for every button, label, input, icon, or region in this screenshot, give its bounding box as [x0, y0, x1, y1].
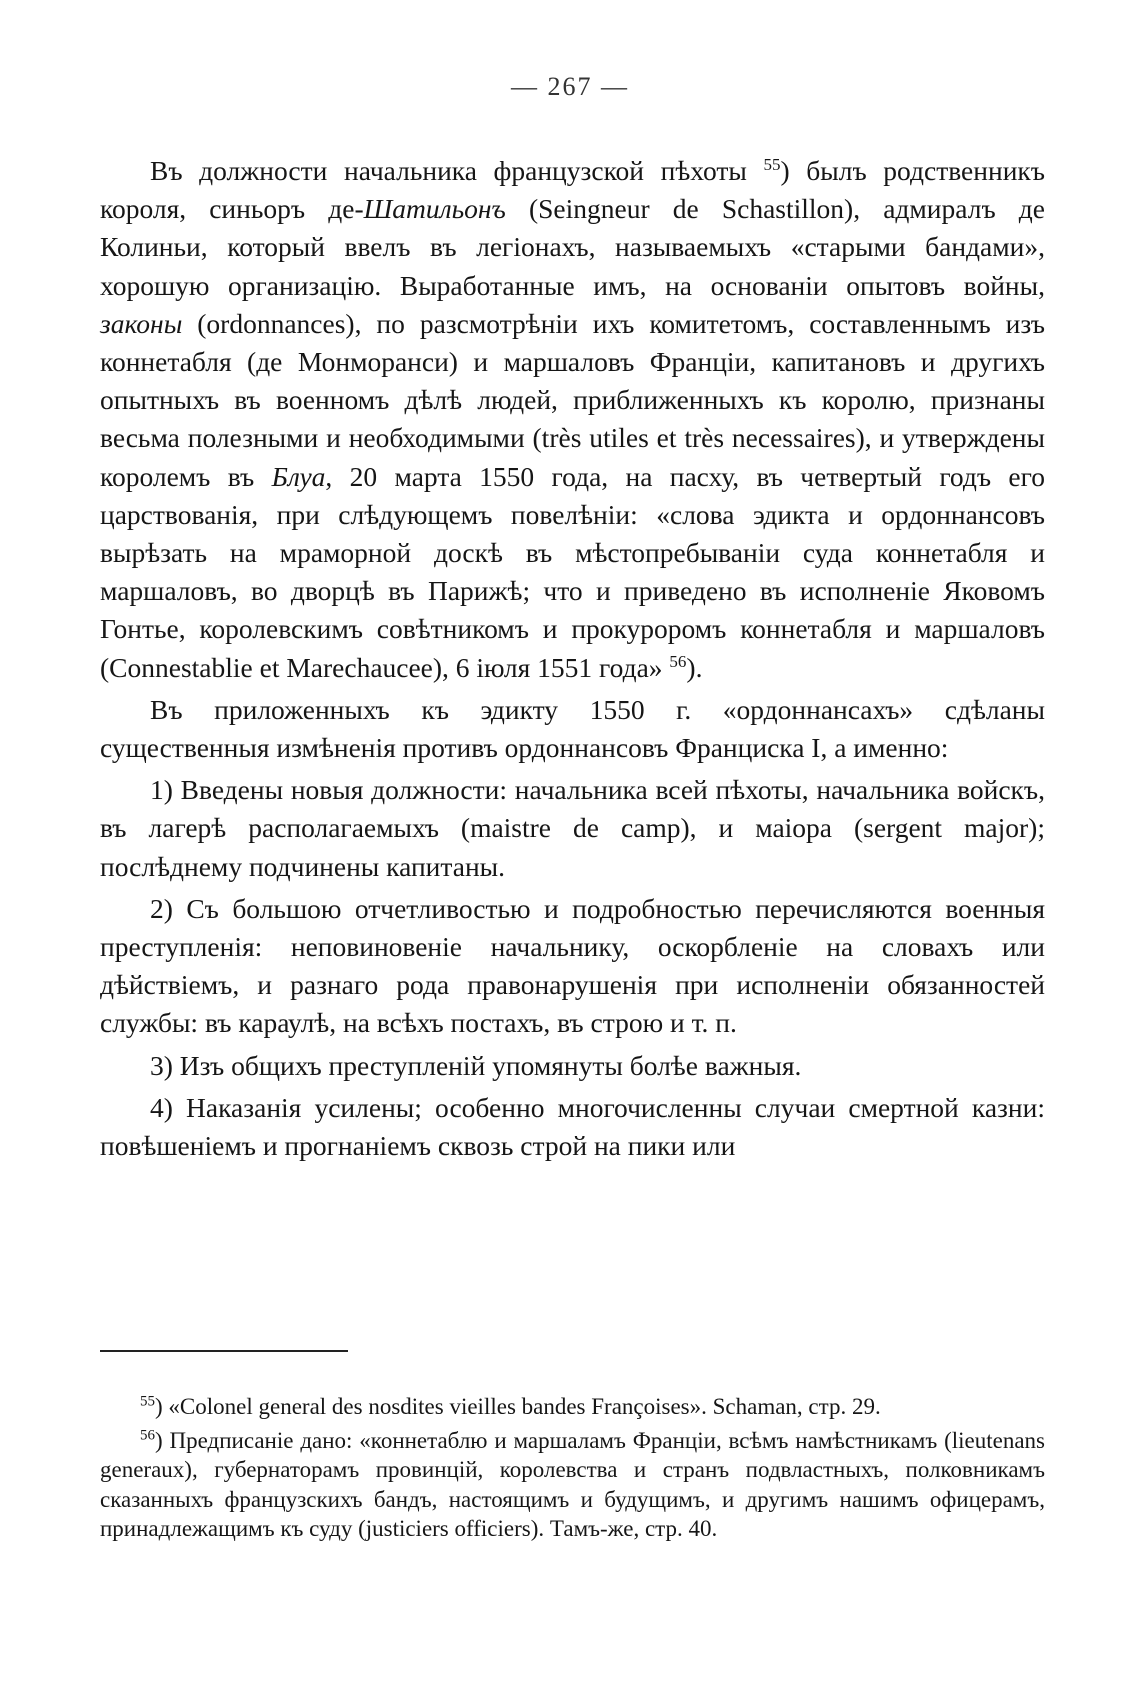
footnote-ref-55[interactable]: 55	[763, 154, 781, 174]
italic-name: Шатильонъ	[363, 193, 506, 225]
footnote-ref-56[interactable]: 56	[669, 651, 687, 671]
text-segment: , 20 марта 1550 года, на пасху, въ четвертый годъ его царствованiя, при слѣдующемъ повелѣнiи: «слова эдикта и ордоннансовъ вырѣзать на мраморной доскѣ въ мѣстопребыванiи суда коннетабля и маршаловъ, во дворцѣ въ Парижѣ; что и приведено въ исполненiе Яковомъ Гонтье, королевскимъ совѣтникомъ и прокуроромъ коннетабля и маршаловъ (Connestablie et Marechaucee), 6 iюля 1551 года»	[100, 460, 1045, 683]
italic-city: Блуа	[271, 460, 326, 492]
footnote-mark: 55	[140, 1393, 155, 1410]
list-item-3: 3) Изъ общихъ преступленiй упомянуты болѣе важныя.	[150, 1049, 802, 1081]
text-segment: ) былъ родственникъ короля, синьоръ де-	[100, 155, 1045, 225]
footnote-text: ) «Colonel general des nosdites vieilles bandes Françoises». Schaman, стр. 29.	[155, 1394, 881, 1419]
footnotes	[100, 1392, 1045, 1548]
paragraph-edict-changes: Въ приложенныхъ къ эдикту 1550 г. «ордоннансахъ» сдѣланы существенныя измѣненiя противъ ордоннансовъ Франциска I, а именно:	[100, 693, 1045, 764]
footnote-55	[100, 1392, 1045, 1422]
list-item-4: 4) Наказанiя усилены; особенно многочисленны случаи смертной казни: повѣшенiемъ и прогнанiемъ сквозь строй на пики или	[100, 1091, 1045, 1162]
list-item-1: 1) Введены новыя должности: начальника всей пѣхоты, начальника войскъ, въ лагерѣ располагаемыхъ (maistre de camp), и маiора (sergent major); послѣднему подчинены капитаны.	[100, 774, 1045, 882]
footnote-text: ) Предписанiе дано: «коннетаблю и маршаламъ Францiи, всѣмъ намѣстникамъ (lieutenans generaux), губернаторамъ провинцiй, королевства и странъ подвластныхъ, полковникамъ сказанныхъ французскихъ бандъ, настоящимъ и будущимъ, и другимъ нашимъ офицерамъ, принадлежащимъ къ суду (justiciers officiers). Тамъ-же, стр. 40.	[100, 1427, 1045, 1542]
paragraph-colonel-general	[100, 152, 1045, 687]
list-item-2: 2) Съ большою отчетливостью и подробностью перечисляются военныя преступленiя: неповиновенiе начальнику, оскорбленiе на словахъ или дѣйствiемъ, и разнаго рода правонарушенiя при исполненiи обязанностей службы: въ караулѣ, на всѣхъ постахъ, въ строю и т. п.	[100, 892, 1045, 1039]
page-number: — 267 —	[511, 72, 629, 101]
text-segment: ).	[686, 651, 703, 683]
italic-term: законы	[100, 307, 183, 339]
text-segment: (ordonnances), по разсмотрѣнiи ихъ комитетомъ, составленнымъ изъ коннетабля (де Монморанси) и маршаловъ Францiи, капитановъ и другихъ опытныхъ въ военномъ дѣлѣ людей, приближенныхъ къ королю, признаны весьма полезными и необходимыми (très utiles et très necessaires), и утверждены королемъ въ	[100, 307, 1045, 492]
footnote-divider	[100, 1350, 348, 1352]
footnote-56	[100, 1426, 1045, 1544]
text-segment: (Seingneur de Schastillon), адмиралъ де Колиньи, который ввелъ въ легiонахъ, называемыхъ «старыми бандами», хорошую организацiю. Выработанные имъ, на основанiи опытовъ войны,	[100, 193, 1045, 301]
main-text	[100, 152, 1045, 1165]
text-segment: Въ должности начальника французской пѣхоты	[150, 155, 764, 186]
footnote-mark: 56	[140, 1426, 155, 1443]
